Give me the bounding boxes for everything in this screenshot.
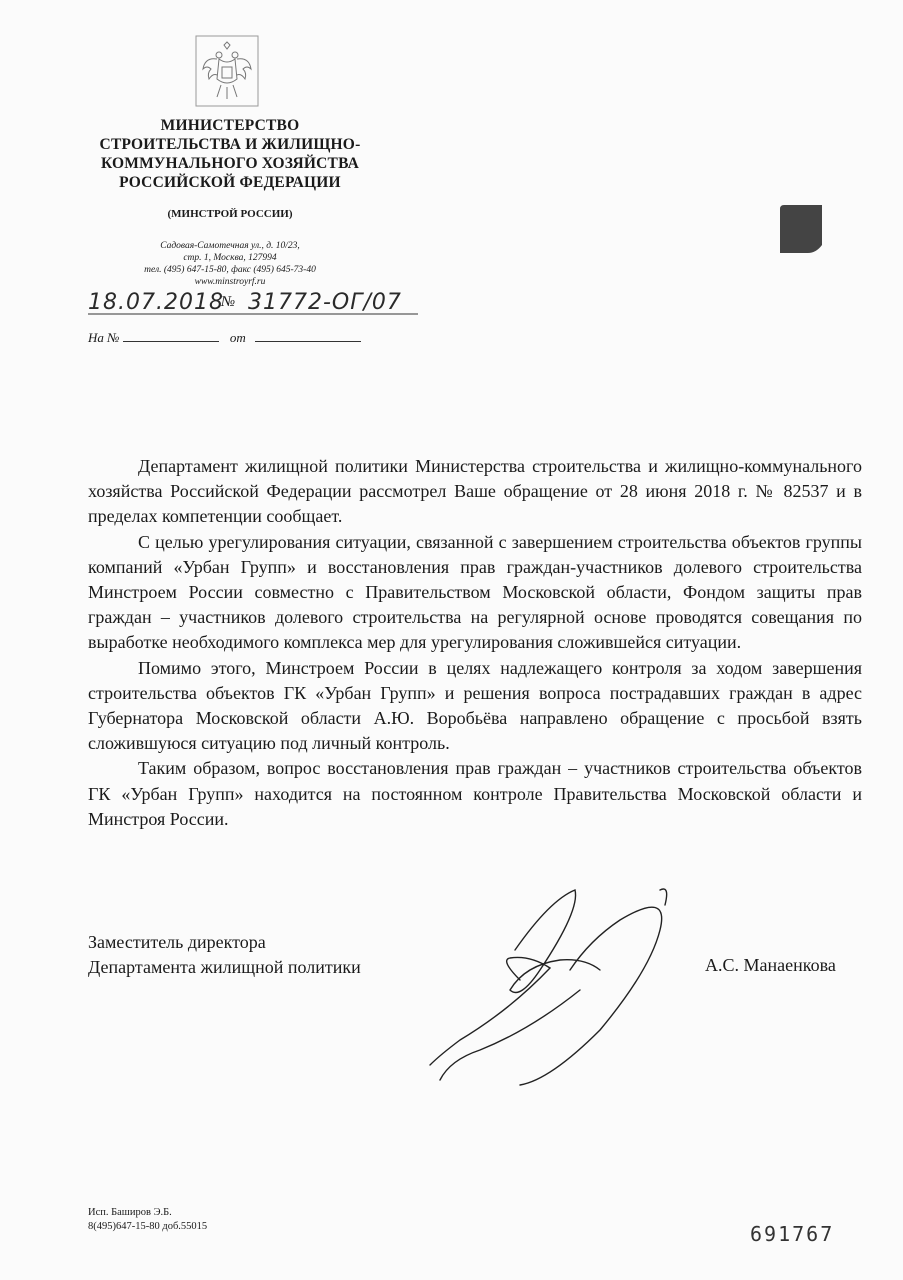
reference-number-label: На № bbox=[88, 330, 120, 345]
body-paragraph: Департамент жилищной политики Министерства строительства и жилищно-коммунального хозяйства Российской Федерации рассмотрел Ваше обращение от 28 июня 2018 г. № 82537 и в пределах компетенции сообщает. bbox=[88, 456, 862, 527]
handwritten-signature bbox=[420, 880, 680, 1095]
address-line: www.minstroyrf.ru bbox=[194, 277, 266, 287]
executor-info bbox=[88, 1206, 207, 1234]
reference-date-label: от bbox=[229, 330, 246, 345]
address-line: Садовая-Самотечная ул., д. 10/23, bbox=[160, 241, 300, 251]
signatory-title bbox=[88, 930, 361, 980]
number-sign: № bbox=[221, 294, 236, 310]
document-serial-number: 691767 bbox=[750, 1222, 835, 1246]
signatory-title-line: Заместитель директора bbox=[88, 932, 266, 952]
reference-date-blank bbox=[255, 330, 361, 342]
ministry-name-line: МИНИСТЕРСТВО bbox=[160, 117, 300, 134]
signatory-title-line: Департамента жилищной политики bbox=[88, 957, 361, 977]
ministry-name-line: СТРОИТЕЛЬСТВА И ЖИЛИЩНО- bbox=[99, 136, 361, 153]
ministry-name bbox=[60, 116, 400, 192]
address-line: тел. (495) 647-15-80, факс (495) 645-73-40 bbox=[144, 265, 316, 275]
redacted-mark bbox=[780, 205, 822, 253]
ministry-address bbox=[60, 240, 400, 288]
reference-number-blank bbox=[123, 330, 219, 342]
coat-of-arms-emblem bbox=[195, 35, 259, 107]
ministry-name-line: РОССИЙСКОЙ ФЕДЕРАЦИИ bbox=[119, 174, 341, 191]
body-paragraph: Помимо этого, Минстроем России в целях надлежащего контроля за ходом завершения строительства объектов ГК «Урбан Групп» и решения вопроса пострадавших граждан в адрес Губернатора Московской области А.Ю. Воробьёва направлено обращение с просьбой взять сложившуюся ситуацию под личный контроль. bbox=[88, 657, 862, 754]
registration-number: 31772-ОГ/07 bbox=[248, 290, 402, 315]
executor-name: Исп. Баширов Э.Б. bbox=[88, 1207, 172, 1218]
ministry-short-name: (МИНСТРОЙ РОССИИ) bbox=[167, 208, 293, 220]
letter-body bbox=[88, 454, 862, 832]
registration-date: 18.07.2018 bbox=[88, 290, 224, 315]
body-paragraph: Таким образом, вопрос восстановления прав граждан – участников строительства объектов ГК «Урбан Групп» находится на постоянном контроле Правительства Московской области и Минстроя России. bbox=[88, 758, 862, 829]
body-paragraph: С целью урегулирования ситуации, связанной с завершением строительства объектов группы компаний «Урбан Групп» и восстановления прав граждан-участников долевого строительства Минстроем России совместно с Правительством Московской области, Фондом защиты прав граждан – участников долевого строительства на регулярной основе проводятся совещания по выработке необходимого комплекса мер для урегулирования сложившейся ситуации. bbox=[88, 531, 862, 653]
reference-line bbox=[88, 330, 361, 346]
ministry-name-line: КОММУНАЛЬНОГО ХОЗЯЙСТВА bbox=[100, 155, 360, 172]
signatory-name: А.С. Манаенкова bbox=[705, 955, 836, 975]
registration-line bbox=[88, 290, 428, 320]
executor-phone: 8(495)647-15-80 доб.55015 bbox=[88, 1221, 208, 1232]
address-line: стр. 1, Москва, 127994 bbox=[183, 253, 277, 263]
